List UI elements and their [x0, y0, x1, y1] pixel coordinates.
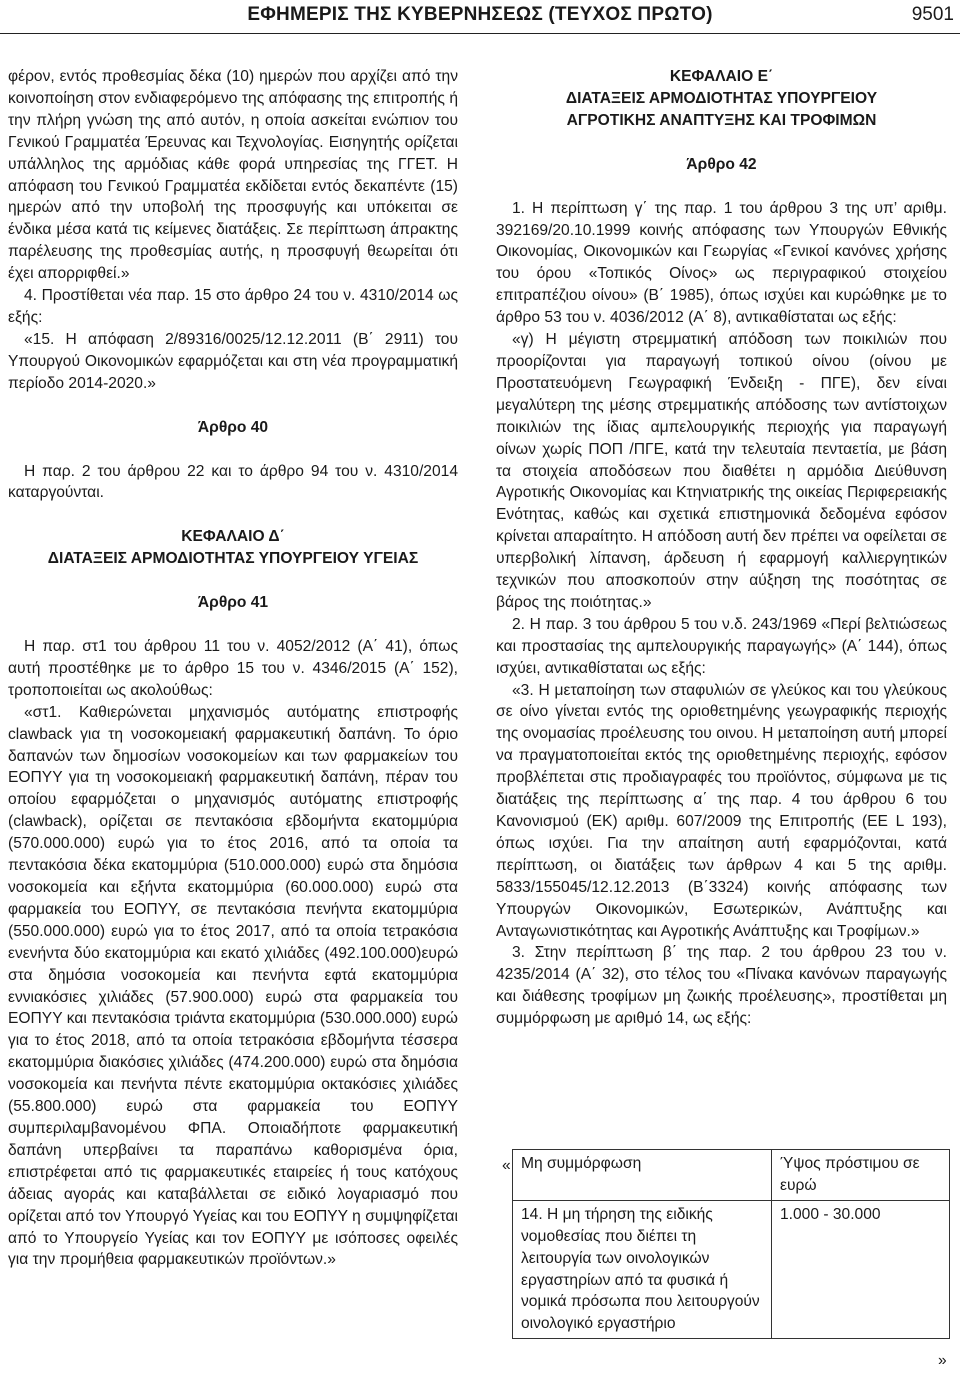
paragraph: 3. Στην περίπτωση β΄ της παρ. 2 του άρθρου 23 του ν. 4235/2014 (Α΄ 32), στο τέλος του «Πίνακα κανόνων παραγωγής και διάθεσης τροφίμων μη ζωικής προέλευσης», προστίθεται μη συμμόρφωση με αριθμό 14, ως εξής:: [496, 944, 947, 1028]
chapter-title: ΑΓΡΟΤΙΚΗΣ ΑΝΑΠΤΥΞΗΣ ΚΑΙ ΤΡΟΦΙΜΩΝ: [566, 111, 877, 129]
penalty-table: [512, 1149, 950, 1339]
paragraph: «3. Η μεταποίηση των σταφυλιών σε γλεύκος και του γλεύκους σε οίνο γίνεται εντός της οριοθετημένης γεωγραφικής περιοχής της ονομασίας προέλευσης του οινου. Η μεταποίηση αυτή μπορεί να πραγματοποιείται εκτός της οριοθετημένης περιοχής, εφόσον προβλέπεται στις προδιαγραφές του προϊόντος, σύμφωνα με τις διατάξεις της περίπτωσης α΄ της παρ. 4 του άρθρου 6 του Κανονισμού (ΕΚ) αριθμ. 607/2009 της Επιτροπής (ΕΕ L 193), όπως ισχύει. Για την απαίτηση αυτή εφαρμόζονται, κατά περίπτωση, οι διατάξεις των άρθρων 4 και 5 της αριθμ. 5833/155045/12.12.2013 (Β΄3324) κοινής απόφασης των Υπουργών Οικονομικών, Εσωτερικών, Ανάπτυξης και Ανταγωνιστικότητας και Αγροτικής Ανάπτυξης και Τροφίμων.»: [496, 681, 947, 940]
gazette-title: ΕΦΗΜΕΡΙΣ ΤΗΣ ΚΥΒΕΡΝΗΣΕΩΣ (ΤΕΥΧΟΣ ΠΡΩΤΟ): [247, 4, 713, 25]
paragraph: Η παρ. στ1 του άρθρου 11 του ν. 4052/2012 (Α΄ 41), όπως αυτή προστέθηκε με το άρθρο 15 του ν. 4346/2015 (Α΄ 152), τροποποιείται ως ακολούθως:: [8, 638, 458, 699]
chapter-heading: ΚΕΦΑΛΑΙΟ Ε΄: [669, 68, 774, 85]
table-cell: 14. Η μη τήρηση της ειδικής νομοθεσίας που διέπει τη λειτουργία των οινολογικών εργαστηρίων από τα φυσικά ή νομικά πρόσωπα που λειτουργούν οινολογικό εργαστήριο: [513, 1200, 772, 1338]
table-header-row: [513, 1150, 950, 1201]
paragraph: 4. Προστίθεται νέα παρ. 15 στο άρθρο 24 του ν. 4310/2014 ως εξής:: [8, 287, 458, 326]
table-cell: 1.000 - 30.000: [772, 1200, 950, 1338]
paragraph: φέρον, εντός προθεσμίας δέκα (10) ημερών που αρχίζει από την κοινοποίηση στον ενδιαφερόμενο της απόφασης της επιτροπής ή την πλήρη γνώση της από αυτόν, η οποία ασκείται ενώπιον του Γενικού Γραμματέα Έρευνας και Τεχνολογίας. Εισηγητής ορίζεται υπάλληλος της αρμόδιας κάθε φορά υπηρεσίας της ΓΓΕΤ. Η απόφαση του Γενικού Γραμματέα εκδίδεται εντός δεκαπέντε (15) ημερών από την υποβολή της προσφυγής και υπόκειται σε ένδικα μέσα κατά τις κείμενες διατάξεις. Σε περίπτωση άπρακτης παρέλευσης της προθεσμίας αυτής, η προσφυγή θεωρείται ότι έχει απορριφθεί.»: [8, 68, 458, 283]
paragraph: Η παρ. 2 του άρθρου 22 και το άρθρο 94 του ν. 4310/2014 καταργούνται.: [8, 462, 458, 502]
quote-close-mark: »: [938, 1352, 947, 1369]
chapter-heading: ΚΕΦΑΛΑΙΟ Δ΄: [181, 528, 285, 546]
table-row: [513, 1200, 950, 1338]
right-column: [496, 66, 947, 1030]
paragraph: 1. Η περίπτωση γ΄ της παρ. 1 του άρθρου 3 της υπ’ αριθμ. 392169/20.10.1999 κοινής απόφασης των Υπουργών Εθνικής Οικονομίας, Οικονομικών και Γεωργίας «Γενικοί κανόνες χρήσης του όρου «Τοπικός Οίνος» ως περιγραφικού στοιχείου επιτραπέζιου οίνου» (Β΄ 1985), όπως ισχύει και κυρώθηκε με το άρθρο 53 του ν. 4036/2012 (Α΄ 8), αντικαθίσταται ως εξής:: [496, 199, 947, 327]
paragraph: «στ1. Καθιερώνεται μηχανισμός αυτόματης επιστροφής clawback για τη νοσοκομειακή φαρμακευτική δαπάνη. Το όριο δαπανών των δημοσίων νοσοκομείων και των φαρμακείων του ΕΟΠΥΥ για τη νοσοκομειακή φαρμακευτική δαπάνη, πέραν του οποίου εφαρμόζεται ο μηχανισμός αυτόματης επιστροφής (clawback), ορίζεται σε πεντακόσια εβδομήντα εκατομμύρια (570.000.000) ευρώ για το έτος 2016, από τα οποία τα πεντακόσια δέκα εκατομμύρια (510.000.000) ευρώ στα δημόσια νοσοκομεία και εξήντα εκατομμύρια (60.000.000) ευρώ στα φαρμακεία του ΕΟΠΥΥ, σε πεντακόσια πενήντα εκατομμύρια (550.000.000) ευρώ για το έτος 2017, από τα οποία τετρακόσια ενενήντα δύο εκατομμύρια και εκατό χιλιάδες (492.100.000)ευρώ στα δημόσια νοσοκομεία και πενήντα εφτά εκατομμύρια εννιακόσιες χιλιάδες (57.900.000) ευρώ στα φαρμακεία του ΕΟΠΥΥ και πεντακόσια τριάντα εκατομμύρια (530.000.000) ευρώ για το έτος 2018, από τα οποία τετρακόσια εβδομήντα τέσσερα εκατομμύρια διακόσιες χιλιάδες (474.200.000) ευρώ στα δημόσια νοσοκομεία και πενήντα πέντε εκατομμύρια οκτακόσιες χιλιάδες (55.800.000) ευρώ στα φαρμακεία του ΕΟΠΥΥ συμπεριλαμβανομένου ΦΠΑ. Οποιαδήποτε φαρμακευτική δαπάνη υπερβαίνει τα παραπάνω καθορισμένα όρια, επιστρέφεται από τις φαρμακευτικές εταιρείες ή τους κατόχους άδειας αγοράς και καταβάλλεται σε ειδικό λογαριασμό που ορίζεται από τον Υπουργό Υγείας και του ΕΟΠΥΥ η συμψηφίζεται από το Υπουργείο Υγείας και τον ΕΟΠΥΥ με ισόποσες οφειλές για την προμήθεια φαρμακευτικών προϊόντων.»: [8, 703, 458, 1269]
quote-open-mark: «: [502, 1157, 511, 1174]
table-header-cell: Μη συμμόρφωση: [513, 1150, 772, 1201]
paragraph: «γ) Η μέγιστη στρεμματική απόδοση των ποικιλιών που προορίζονται για παραγωγή τοπικού οίνου (οίνου με Προστατευόμενη Γεωγραφική Ένδειξη - ΠΓΕ), δεν είναι μεγαλύτερη της μέσης στρεμματικής απόδοσης των αντίστοιχων ποικιλιών της ίδιας αμπελουργικής περιοχής για παραγωγή οίνων χωρίς ΠΟΠ /ΠΓΕ, κατά την τελευταία πενταετία, με βάση τα στοιχεία αποδόσεων που διαθέτει η αρμόδια Διεύθυνση Αγροτικής Οικονομίας και Κτηνιατρικής της οικείας Περιφερειακής Ενότητας, καθώς και σχετικά επιστημονικά δεδομένα εφόσον κρίνεται απαραίτητο. Η απόδοση αυτή δεν πρέπει να οφείλεται σε υπερβολική λίπανση, άρδευση ή εφαρμογή καλλιεργητικών τεχνικών που αποσκοπούν στην αύξηση της ποσότητας σε βάρος της ποιότητας.»: [496, 331, 947, 611]
header-rule: [0, 33, 960, 34]
page-number: 9501: [911, 4, 954, 25]
table-header-cell: Ύψος πρόστιμου σε ευρώ: [772, 1150, 950, 1201]
article-heading: Άρθρο 40: [197, 418, 269, 436]
paragraph: 2. Η παρ. 3 του άρθρου 5 του ν.δ. 243/1969 «Περί βελτιώσεως και προστασίας της αμπελουργικής παραγωγής» (Α΄ 144), όπως ισχύει, αντικαθίσταται ως εξής:: [496, 615, 947, 677]
chapter-title: ΔΙΑΤΑΞΕΙΣ ΑΡΜΟΔΙΟΤΗΤΑΣ ΥΠΟΥΡΓΕΙΟΥ: [565, 89, 878, 107]
chapter-title: ΔΙΑΤΑΞΕΙΣ ΑΡΜΟΔΙΟΤΗΤΑΣ ΥΠΟΥΡΓΕΙΟΥ ΥΓΕΙΑΣ: [47, 550, 419, 568]
article-heading: Άρθρο 41: [197, 594, 269, 612]
left-column: [8, 66, 458, 1271]
article-heading: Άρθρο 42: [686, 155, 757, 173]
paragraph: «15. Η απόφαση 2/89316/0025/12.12.2011 (Β΄ 2911) του Υπουργού Οικονομικών εφαρμόζεται και στη νέα προγραμματική περίοδο 2014-2020.»: [8, 330, 458, 392]
page-header: [0, 0, 960, 40]
